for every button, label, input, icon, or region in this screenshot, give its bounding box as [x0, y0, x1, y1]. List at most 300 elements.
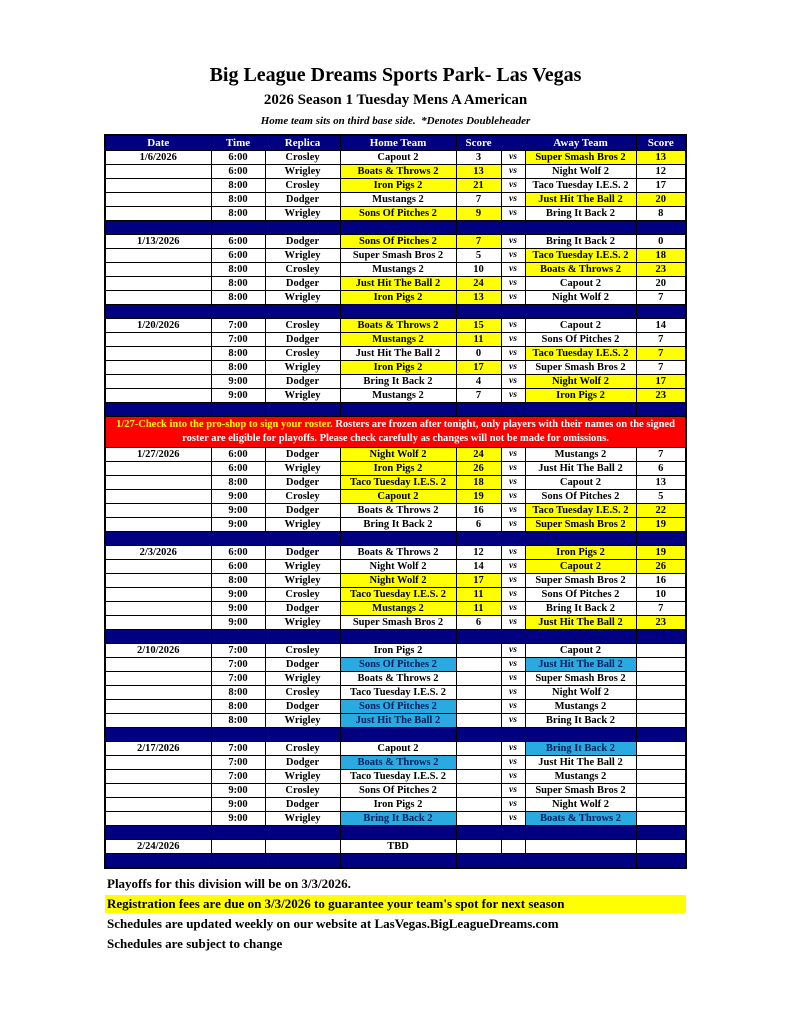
- game-row: [105, 333, 686, 347]
- divider-cell: [265, 532, 340, 546]
- date-cell: [105, 798, 211, 812]
- divider-cell: [636, 532, 686, 546]
- divider-row: [105, 221, 686, 235]
- home-score-cell: 19: [456, 490, 501, 504]
- replica-cell: Wrigley: [265, 165, 340, 179]
- home-score-cell: 21: [456, 179, 501, 193]
- home-score-cell: 6: [456, 616, 501, 630]
- game-row: [105, 235, 686, 249]
- away-team-cell: Sons Of Pitches 2: [525, 588, 636, 602]
- column-header-time: Time: [211, 135, 265, 151]
- vs-cell: vs: [501, 448, 525, 462]
- home-team-cell: Bring It Back 2: [340, 518, 456, 532]
- replica-cell: Wrigley: [265, 672, 340, 686]
- home-team-cell: Night Wolf 2: [340, 448, 456, 462]
- away-team-cell: Boats & Throws 2: [525, 812, 636, 826]
- game-row: [105, 812, 686, 826]
- home-team-cell: Mustangs 2: [340, 602, 456, 616]
- divider-cell: [340, 728, 456, 742]
- away-score-cell: 7: [636, 448, 686, 462]
- divider-cell: [105, 403, 211, 417]
- game-row: [105, 249, 686, 263]
- replica-cell: Dodger: [265, 235, 340, 249]
- date-cell: [105, 361, 211, 375]
- replica-cell: Crosley: [265, 263, 340, 277]
- date-cell: [105, 714, 211, 728]
- away-team-cell: Night Wolf 2: [525, 686, 636, 700]
- replica-cell: Dodger: [265, 658, 340, 672]
- home-team-cell: Mustangs 2: [340, 389, 456, 403]
- away-score-cell: 8: [636, 207, 686, 221]
- home-score-cell: [456, 798, 501, 812]
- divider-cell: [265, 630, 340, 644]
- home-team-cell: Iron Pigs 2: [340, 798, 456, 812]
- divider-cell: [211, 221, 265, 235]
- divider-cell: [501, 728, 525, 742]
- game-row: [105, 756, 686, 770]
- date-cell: [105, 812, 211, 826]
- replica-cell: Wrigley: [265, 462, 340, 476]
- home-score-cell: 16: [456, 504, 501, 518]
- divider-cell: [265, 403, 340, 417]
- vs-cell: vs: [501, 263, 525, 277]
- date-cell: [105, 588, 211, 602]
- away-team-cell: Super Smash Bros 2: [525, 672, 636, 686]
- home-team-cell: Sons Of Pitches 2: [340, 235, 456, 249]
- home-score-cell: 15: [456, 319, 501, 333]
- game-row: [105, 277, 686, 291]
- divider-cell: [265, 826, 340, 840]
- divider-cell: [636, 403, 686, 417]
- vs-cell: vs: [501, 560, 525, 574]
- game-row: [105, 574, 686, 588]
- time-cell: 8:00: [211, 700, 265, 714]
- away-score-cell: 23: [636, 616, 686, 630]
- away-team-cell: Taco Tuesday I.E.S. 2: [525, 504, 636, 518]
- date-cell: [105, 560, 211, 574]
- divider-cell: [340, 403, 456, 417]
- home-team-cell: Sons Of Pitches 2: [340, 658, 456, 672]
- game-row: [105, 784, 686, 798]
- away-team-cell: Iron Pigs 2: [525, 389, 636, 403]
- home-score-cell: 0: [456, 347, 501, 361]
- home-score-cell: 10: [456, 263, 501, 277]
- column-header-replica: Replica: [265, 135, 340, 151]
- home-team-cell: Iron Pigs 2: [340, 179, 456, 193]
- vs-cell: [501, 840, 525, 854]
- vs-cell: vs: [501, 616, 525, 630]
- game-row: [105, 616, 686, 630]
- away-score-cell: 16: [636, 574, 686, 588]
- vs-cell: vs: [501, 347, 525, 361]
- schedule-table-body: [105, 151, 686, 869]
- home-team-cell: Capout 2: [340, 490, 456, 504]
- date-cell: 2/24/2026: [105, 840, 211, 854]
- divider-cell: [105, 728, 211, 742]
- divider-cell: [340, 854, 456, 869]
- game-row: [105, 448, 686, 462]
- vs-cell: vs: [501, 798, 525, 812]
- replica-cell: Dodger: [265, 798, 340, 812]
- time-cell: 9:00: [211, 602, 265, 616]
- header-row: [105, 135, 686, 151]
- time-cell: 8:00: [211, 263, 265, 277]
- home-score-cell: 13: [456, 165, 501, 179]
- home-team-cell: Boats & Throws 2: [340, 504, 456, 518]
- game-row: [105, 179, 686, 193]
- divider-cell: [525, 305, 636, 319]
- divider-cell: [456, 826, 501, 840]
- date-cell: [105, 263, 211, 277]
- vs-cell: vs: [501, 490, 525, 504]
- date-cell: 1/6/2026: [105, 151, 211, 165]
- replica-cell: Dodger: [265, 333, 340, 347]
- game-row: [105, 840, 686, 854]
- away-score-cell: 19: [636, 546, 686, 560]
- vs-cell: vs: [501, 476, 525, 490]
- divider-cell: [501, 854, 525, 869]
- divider-cell: [211, 854, 265, 869]
- home-team-cell: Taco Tuesday I.E.S. 2: [340, 686, 456, 700]
- away-team-cell: Super Smash Bros 2: [525, 784, 636, 798]
- divider-cell: [501, 305, 525, 319]
- divider-cell: [456, 305, 501, 319]
- game-row: [105, 193, 686, 207]
- home-team-cell: Taco Tuesday I.E.S. 2: [340, 770, 456, 784]
- vs-cell: vs: [501, 462, 525, 476]
- home-score-cell: 24: [456, 277, 501, 291]
- time-cell: 6:00: [211, 249, 265, 263]
- game-row: [105, 151, 686, 165]
- divider-cell: [636, 305, 686, 319]
- away-score-cell: [636, 812, 686, 826]
- divider-row: [105, 403, 686, 417]
- footer-line: Registration fees are due on 3/3/2026 to guarantee your team's spot for next season: [105, 895, 686, 913]
- divider-cell: [525, 826, 636, 840]
- divider-cell: [501, 403, 525, 417]
- home-team-cell: Bring It Back 2: [340, 375, 456, 389]
- page-title: Big League Dreams Sports Park- Las Vegas: [209, 64, 582, 86]
- home-team-cell: Mustangs 2: [340, 263, 456, 277]
- vs-cell: vs: [501, 714, 525, 728]
- time-cell: 7:00: [211, 319, 265, 333]
- time-cell: 7:00: [211, 333, 265, 347]
- divider-cell: [265, 854, 340, 869]
- vs-cell: vs: [501, 291, 525, 305]
- home-score-cell: [456, 756, 501, 770]
- away-team-cell: Mustangs 2: [525, 700, 636, 714]
- time-cell: 9:00: [211, 784, 265, 798]
- vs-cell: vs: [501, 672, 525, 686]
- footer-notes: [105, 875, 686, 953]
- away-team-cell: [525, 840, 636, 854]
- time-cell: 6:00: [211, 462, 265, 476]
- time-cell: 7:00: [211, 742, 265, 756]
- away-team-cell: Boats & Throws 2: [525, 263, 636, 277]
- replica-cell: Dodger: [265, 504, 340, 518]
- away-score-cell: 14: [636, 319, 686, 333]
- time-cell: 9:00: [211, 518, 265, 532]
- replica-cell: Wrigley: [265, 770, 340, 784]
- away-score-cell: 20: [636, 193, 686, 207]
- game-row: [105, 319, 686, 333]
- home-team-cell: Sons Of Pitches 2: [340, 700, 456, 714]
- footer-line: Schedules are subject to change: [107, 936, 283, 951]
- divider-row: [105, 305, 686, 319]
- away-score-cell: 6: [636, 462, 686, 476]
- time-cell: [211, 840, 265, 854]
- home-team-cell: Iron Pigs 2: [340, 361, 456, 375]
- away-team-cell: Just Hit The Ball 2: [525, 193, 636, 207]
- time-cell: 8:00: [211, 686, 265, 700]
- divider-cell: [501, 532, 525, 546]
- away-score-cell: 12: [636, 165, 686, 179]
- time-cell: 9:00: [211, 588, 265, 602]
- away-team-cell: Just Hit The Ball 2: [525, 756, 636, 770]
- replica-cell: Dodger: [265, 756, 340, 770]
- replica-cell: Crosley: [265, 644, 340, 658]
- replica-cell: Crosley: [265, 784, 340, 798]
- away-team-cell: Bring It Back 2: [525, 602, 636, 616]
- home-score-cell: 4: [456, 375, 501, 389]
- home-team-cell: Iron Pigs 2: [340, 462, 456, 476]
- home-score-cell: [456, 714, 501, 728]
- vs-cell: vs: [501, 602, 525, 616]
- divider-cell: [636, 221, 686, 235]
- home-score-cell: [456, 658, 501, 672]
- game-row: [105, 602, 686, 616]
- date-cell: [105, 179, 211, 193]
- time-cell: 6:00: [211, 448, 265, 462]
- home-score-cell: [456, 784, 501, 798]
- vs-cell: vs: [501, 742, 525, 756]
- game-row: [105, 770, 686, 784]
- date-cell: 2/10/2026: [105, 644, 211, 658]
- divider-cell: [211, 630, 265, 644]
- away-team-cell: Capout 2: [525, 644, 636, 658]
- home-team-cell: Just Hit The Ball 2: [340, 277, 456, 291]
- away-score-cell: [636, 840, 686, 854]
- date-cell: [105, 686, 211, 700]
- away-team-cell: Night Wolf 2: [525, 291, 636, 305]
- date-cell: 1/13/2026: [105, 235, 211, 249]
- game-row: [105, 742, 686, 756]
- home-team-cell: Iron Pigs 2: [340, 644, 456, 658]
- footer-line: Playoffs for this division will be on 3/3/2026.: [107, 876, 351, 891]
- home-score-cell: 18: [456, 476, 501, 490]
- away-team-cell: Bring It Back 2: [525, 714, 636, 728]
- replica-cell: Dodger: [265, 193, 340, 207]
- home-team-cell: Mustangs 2: [340, 193, 456, 207]
- away-team-cell: Taco Tuesday I.E.S. 2: [525, 347, 636, 361]
- divider-row: [105, 532, 686, 546]
- vs-cell: vs: [501, 249, 525, 263]
- away-team-cell: Capout 2: [525, 319, 636, 333]
- date-cell: [105, 165, 211, 179]
- away-score-cell: [636, 784, 686, 798]
- home-team-cell: Night Wolf 2: [340, 574, 456, 588]
- date-cell: [105, 291, 211, 305]
- divider-cell: [340, 532, 456, 546]
- away-team-cell: Taco Tuesday I.E.S. 2: [525, 179, 636, 193]
- divider-cell: [456, 854, 501, 869]
- time-cell: 9:00: [211, 504, 265, 518]
- replica-cell: Crosley: [265, 742, 340, 756]
- divider-cell: [211, 728, 265, 742]
- home-team-cell: Sons Of Pitches 2: [340, 207, 456, 221]
- time-cell: 9:00: [211, 389, 265, 403]
- time-cell: 9:00: [211, 490, 265, 504]
- home-score-cell: 17: [456, 361, 501, 375]
- date-cell: [105, 333, 211, 347]
- away-score-cell: [636, 700, 686, 714]
- game-row: [105, 165, 686, 179]
- home-score-cell: 11: [456, 588, 501, 602]
- schedule-table-head: [105, 135, 686, 151]
- roster-notice-highlight: 1/27-Check into the pro-shop to sign your roster.: [116, 419, 333, 430]
- time-cell: 7:00: [211, 770, 265, 784]
- divider-cell: [456, 403, 501, 417]
- date-cell: 1/20/2026: [105, 319, 211, 333]
- home-score-cell: 11: [456, 602, 501, 616]
- away-score-cell: [636, 686, 686, 700]
- game-row: [105, 546, 686, 560]
- away-score-cell: 19: [636, 518, 686, 532]
- away-score-cell: 13: [636, 476, 686, 490]
- replica-cell: Wrigley: [265, 207, 340, 221]
- away-team-cell: Capout 2: [525, 476, 636, 490]
- replica-cell: Crosley: [265, 490, 340, 504]
- time-cell: 9:00: [211, 798, 265, 812]
- vs-cell: vs: [501, 700, 525, 714]
- home-team-cell: Just Hit The Ball 2: [340, 347, 456, 361]
- replica-cell: Dodger: [265, 546, 340, 560]
- away-team-cell: Sons Of Pitches 2: [525, 333, 636, 347]
- away-team-cell: Bring It Back 2: [525, 742, 636, 756]
- game-row: [105, 375, 686, 389]
- away-team-cell: Bring It Back 2: [525, 207, 636, 221]
- game-row: [105, 644, 686, 658]
- game-row: [105, 588, 686, 602]
- away-score-cell: 17: [636, 375, 686, 389]
- divider-cell: [636, 728, 686, 742]
- away-score-cell: [636, 672, 686, 686]
- vs-cell: vs: [501, 784, 525, 798]
- time-cell: 8:00: [211, 347, 265, 361]
- away-team-cell: Just Hit The Ball 2: [525, 462, 636, 476]
- home-score-cell: 17: [456, 574, 501, 588]
- divider-cell: [636, 854, 686, 869]
- vs-cell: vs: [501, 193, 525, 207]
- away-score-cell: 0: [636, 235, 686, 249]
- away-score-cell: 7: [636, 333, 686, 347]
- replica-cell: Wrigley: [265, 389, 340, 403]
- home-team-cell: Super Smash Bros 2: [340, 616, 456, 630]
- replica-cell: Dodger: [265, 700, 340, 714]
- divider-cell: [211, 305, 265, 319]
- home-team-cell: Capout 2: [340, 742, 456, 756]
- divider-cell: [105, 532, 211, 546]
- away-team-cell: Mustangs 2: [525, 448, 636, 462]
- away-score-cell: 13: [636, 151, 686, 165]
- divider-cell: [525, 728, 636, 742]
- home-team-cell: TBD: [340, 840, 456, 854]
- home-score-cell: 6: [456, 518, 501, 532]
- divider-cell: [525, 854, 636, 869]
- home-team-cell: Capout 2: [340, 151, 456, 165]
- away-team-cell: Just Hit The Ball 2: [525, 658, 636, 672]
- divider-cell: [456, 630, 501, 644]
- replica-cell: Wrigley: [265, 249, 340, 263]
- divider-cell: [636, 630, 686, 644]
- game-row: [105, 658, 686, 672]
- time-cell: 6:00: [211, 165, 265, 179]
- home-score-cell: [456, 644, 501, 658]
- vs-cell: vs: [501, 207, 525, 221]
- home-team-cell: Super Smash Bros 2: [340, 249, 456, 263]
- replica-cell: Wrigley: [265, 714, 340, 728]
- game-row: [105, 291, 686, 305]
- vs-cell: vs: [501, 389, 525, 403]
- divider-cell: [501, 826, 525, 840]
- game-row: [105, 490, 686, 504]
- date-cell: [105, 784, 211, 798]
- game-row: [105, 476, 686, 490]
- replica-cell: Crosley: [265, 347, 340, 361]
- replica-cell: Wrigley: [265, 574, 340, 588]
- time-cell: 8:00: [211, 476, 265, 490]
- away-team-cell: Just Hit The Ball 2: [525, 616, 636, 630]
- date-cell: 2/17/2026: [105, 742, 211, 756]
- home-score-cell: 7: [456, 235, 501, 249]
- divider-row: [105, 728, 686, 742]
- vs-cell: vs: [501, 644, 525, 658]
- home-team-cell: Bring It Back 2: [340, 812, 456, 826]
- vs-cell: vs: [501, 235, 525, 249]
- away-team-cell: Taco Tuesday I.E.S. 2: [525, 249, 636, 263]
- roster-notice: [105, 417, 686, 448]
- page-subtitle: 2026 Season 1 Tuesday Mens A American: [263, 92, 528, 108]
- replica-cell: Wrigley: [265, 560, 340, 574]
- vs-cell: vs: [501, 546, 525, 560]
- divider-cell: [265, 305, 340, 319]
- divider-cell: [636, 826, 686, 840]
- column-header-date: Date: [105, 135, 211, 151]
- home-score-cell: 3: [456, 151, 501, 165]
- time-cell: 9:00: [211, 616, 265, 630]
- vs-cell: vs: [501, 179, 525, 193]
- date-cell: [105, 462, 211, 476]
- vs-cell: vs: [501, 375, 525, 389]
- time-cell: 8:00: [211, 361, 265, 375]
- replica-cell: Wrigley: [265, 518, 340, 532]
- divider-cell: [105, 221, 211, 235]
- column-header-vs: [501, 135, 525, 151]
- home-score-cell: 7: [456, 193, 501, 207]
- divider-cell: [105, 630, 211, 644]
- vs-cell: vs: [501, 361, 525, 375]
- time-cell: 6:00: [211, 560, 265, 574]
- time-cell: 8:00: [211, 291, 265, 305]
- divider-cell: [211, 826, 265, 840]
- time-cell: 8:00: [211, 277, 265, 291]
- vs-cell: vs: [501, 518, 525, 532]
- date-cell: [105, 249, 211, 263]
- vs-cell: vs: [501, 756, 525, 770]
- vs-cell: vs: [501, 588, 525, 602]
- away-score-cell: 7: [636, 291, 686, 305]
- date-cell: 1/27/2026: [105, 448, 211, 462]
